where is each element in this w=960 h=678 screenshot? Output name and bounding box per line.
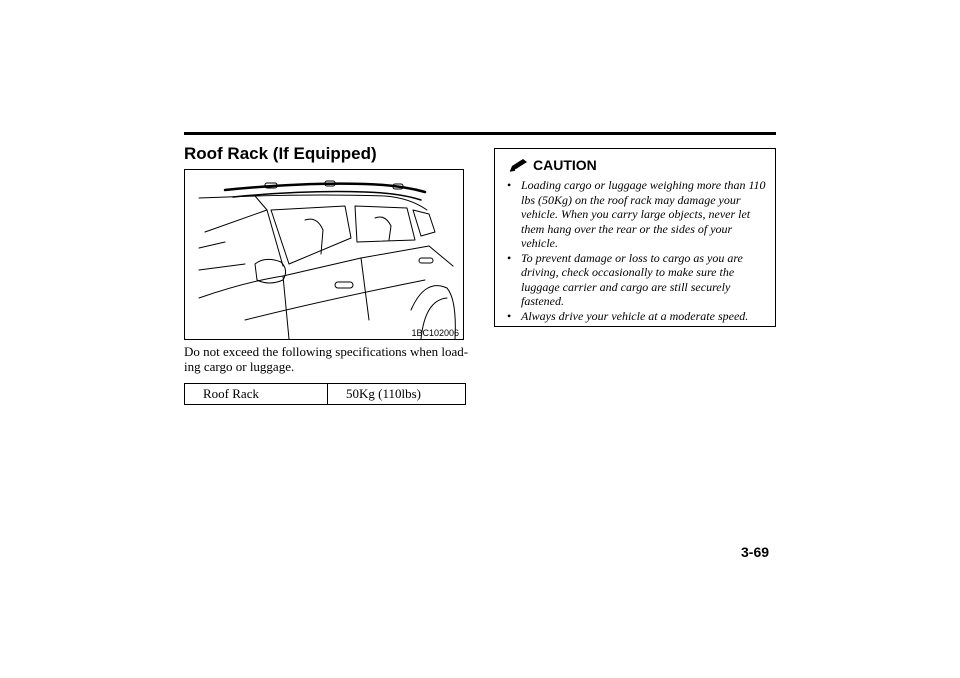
caution-title: CAUTION (533, 157, 597, 173)
figure-code: 1BC102006 (411, 328, 459, 338)
car-roof-rack-illustration (185, 170, 463, 339)
body-text: Do not exceed the following specifications when load-ing cargo or luggage. (184, 344, 469, 374)
spec-table (184, 383, 466, 405)
page-number: 3-69 (741, 544, 770, 560)
spec-value-cell: 50Kg (110lbs) (328, 384, 466, 405)
top-rule (184, 132, 776, 135)
caution-pencil-icon (509, 158, 529, 172)
caution-list (507, 178, 769, 323)
caution-header (509, 157, 597, 173)
section-title: Roof Rack (If Equipped) (184, 144, 377, 163)
spec-item-cell: Roof Rack (185, 384, 328, 405)
table-row (185, 384, 466, 405)
caution-item: • To prevent damage or loss to cargo as you are driving, check occasionally to make sure the luggage carrier and cargo are still securely fastened. (507, 251, 769, 309)
roof-rack-figure (184, 169, 464, 340)
caution-box (494, 148, 776, 327)
caution-item: • Always drive your vehicle at a moderate speed. (507, 309, 769, 324)
caution-item: • Loading cargo or luggage weighing more than 110 lbs (50Kg) on the roof rack may damage your vehicle. When you carry large objects, never let them hang over the rear or the sides of your vehicle. (507, 178, 769, 251)
